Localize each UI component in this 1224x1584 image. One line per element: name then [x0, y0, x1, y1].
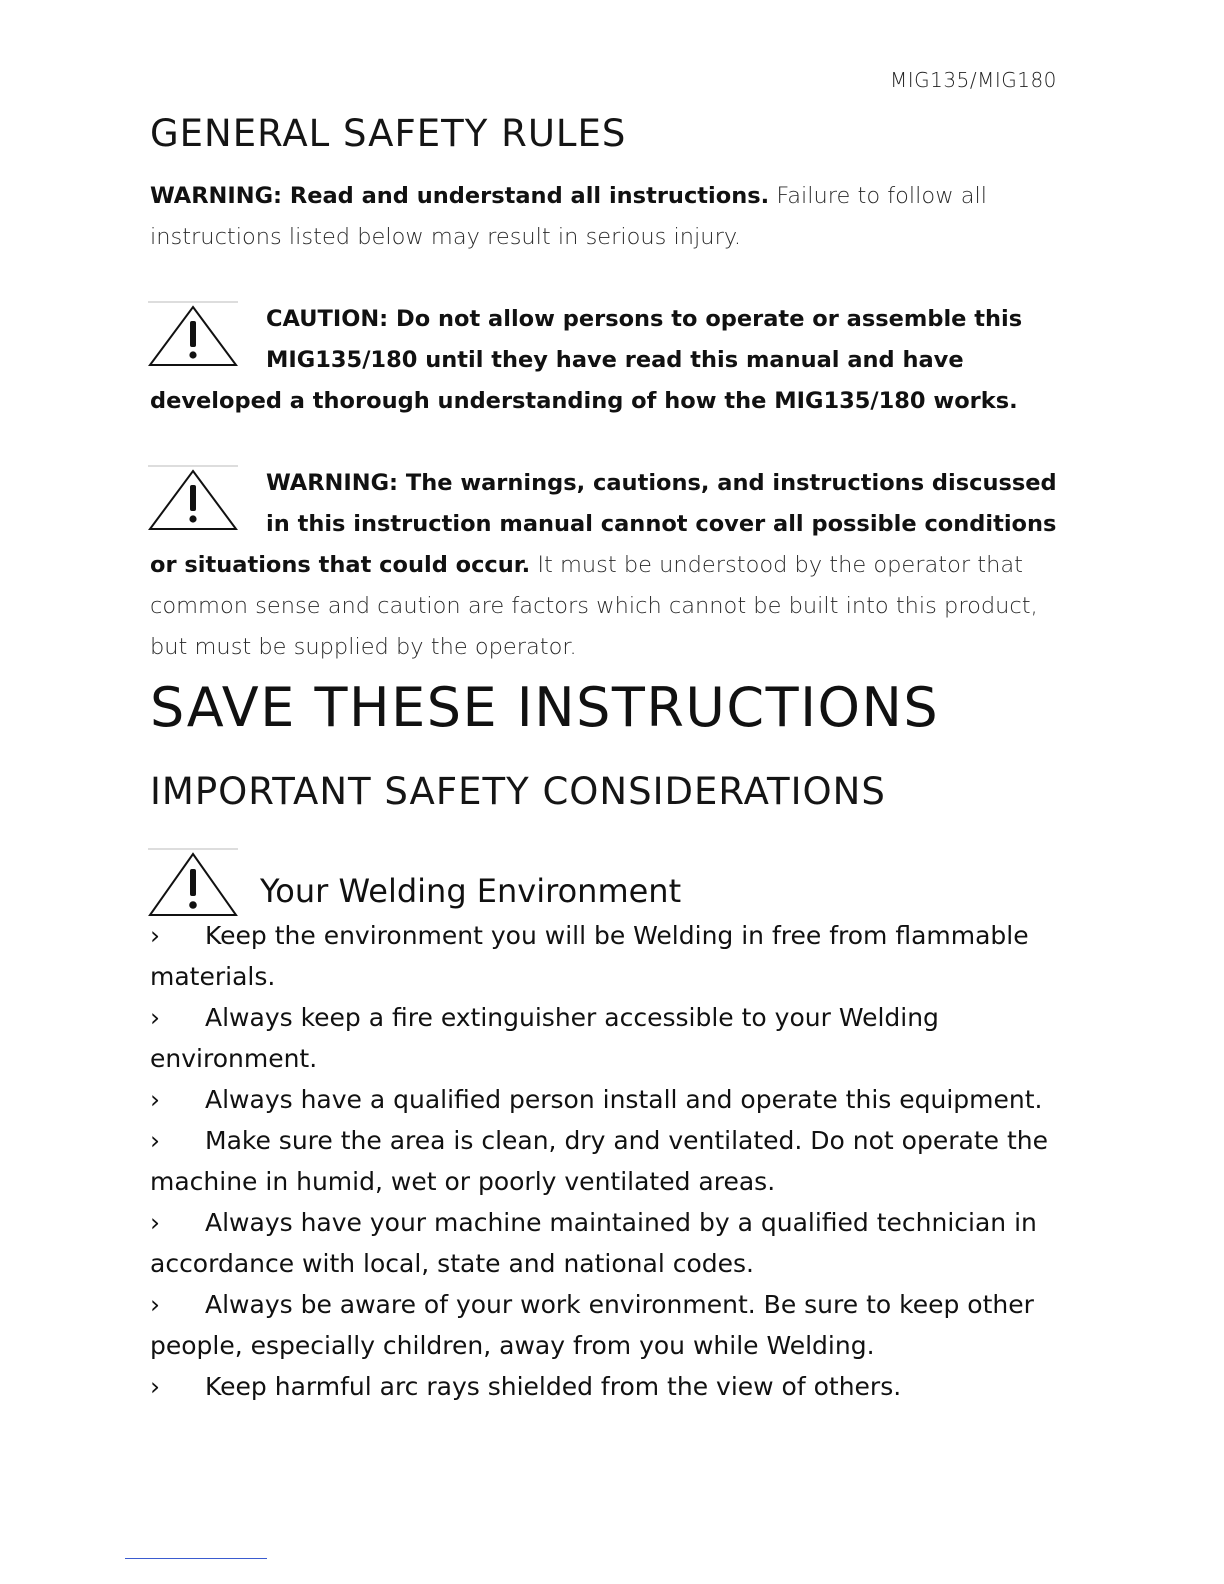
environment-title: Your Welding Environment — [260, 872, 682, 910]
caution-text: CAUTION: Do not allow persons to operate or assemble this MIG135/180 until they have read this manual and have developed a thorough understanding of how the MIG135/180 works. — [150, 306, 1023, 414]
general-safety-intro — [150, 176, 1070, 258]
environment-list — [150, 915, 1070, 1407]
list-item — [150, 997, 1070, 1079]
warning-triangle-icon — [148, 301, 242, 367]
important-safety-title: IMPORTANT SAFETY CONSIDERATIONS — [150, 770, 886, 813]
header-model-number: MIG135/MIG180 — [890, 68, 1057, 92]
warning-block — [150, 463, 1070, 668]
general-safety-title: GENERAL SAFETY RULES — [150, 112, 627, 155]
list-item-text: Always be aware of your work environment. Be sure to keep other people, especially children, away from you while Welding. — [150, 1290, 1034, 1360]
intro-warning-light: Failure to follow all instructions listed below may result in serious injury. — [150, 183, 988, 250]
list-item-text: Keep harmful arc rays shielded from the view of others. — [205, 1372, 902, 1401]
warning-triangle-icon — [148, 465, 242, 531]
list-item-text: Always keep a fire extinguisher accessible to your Welding environment. — [150, 1003, 939, 1073]
save-instructions-title: SAVE THESE INSTRUCTIONS — [150, 676, 940, 739]
intro-warning-bold: WARNING: Read and understand all instructions. — [150, 183, 770, 209]
list-item — [150, 1366, 1070, 1407]
list-item-text: Keep the environment you will be Welding in free from flammable materials. — [150, 921, 1029, 991]
list-item-text: Make sure the area is clean, dry and ventilated. Do not operate the machine in humid, wet or poorly ventilated areas. — [150, 1126, 1048, 1196]
bullet-marker: › — [150, 1003, 160, 1032]
warning-text-bold: WARNING: The warnings, cautions, and instructions discussed in this instruction manual cannot cover all possible conditions or situations that could occur. — [150, 470, 1057, 578]
bullet-marker: › — [150, 1126, 160, 1155]
list-item — [150, 1079, 1070, 1120]
bullet-marker: › — [150, 1290, 160, 1319]
bullet-marker: › — [150, 1208, 160, 1237]
bullet-marker: › — [150, 1085, 160, 1114]
list-item — [150, 1202, 1070, 1284]
warning-text-light: It must be understood by the operator that common sense and caution are factors which cannot be built into this product, but must be supplied by the operator. — [150, 552, 1038, 660]
list-item — [150, 915, 1070, 997]
warning-triangle-icon — [148, 848, 242, 922]
list-item — [150, 1284, 1070, 1366]
caution-block — [150, 299, 1070, 422]
list-item — [150, 1120, 1070, 1202]
list-item-text: Always have your machine maintained by a qualified technician in accordance with local, state and national codes. — [150, 1208, 1037, 1278]
list-item-text: Always have a qualified person install and operate this equipment. — [205, 1085, 1043, 1114]
bullet-marker: › — [150, 921, 160, 950]
footer-divider — [125, 1558, 267, 1559]
bullet-marker: › — [150, 1372, 160, 1401]
